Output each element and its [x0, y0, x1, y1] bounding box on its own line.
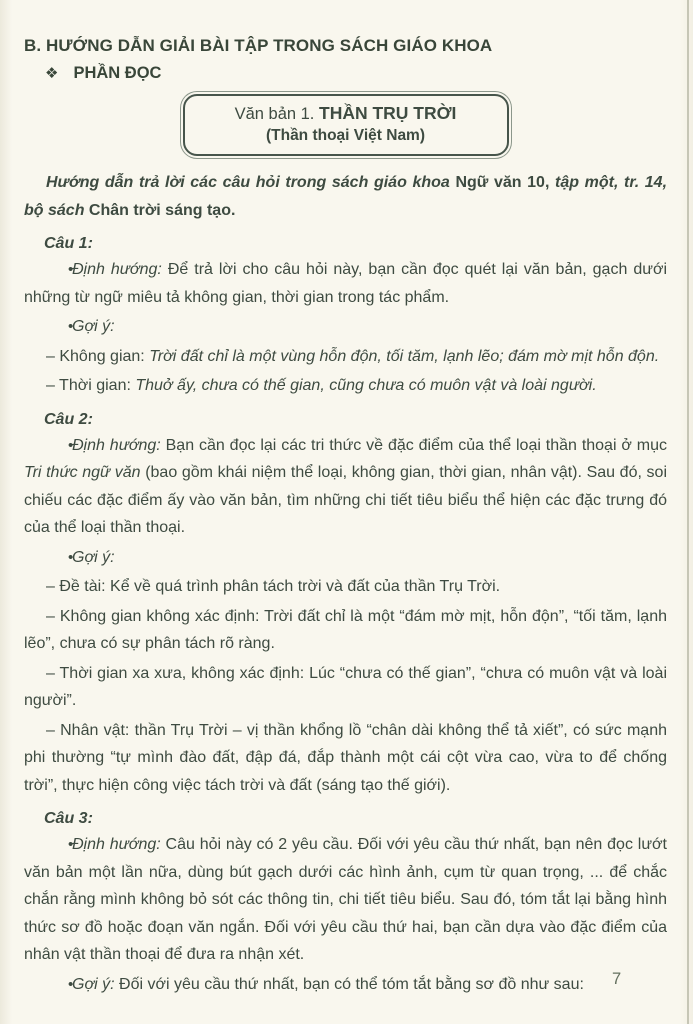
lesson-title: THẦN TRỤ TRỜI [319, 103, 457, 123]
bullet-paragraph: •Định hướng: Để trả lời cho câu hỏi này, bạn cần đọc quét lại văn bản, gạch dưới những từ ngữ miêu tả không gian, thời gian trong tác phẩm. [24, 261, 667, 306]
text-segment: tập một, tr. 14, bộ sách [24, 174, 668, 219]
page-edge-line [687, 0, 689, 1024]
dash-paragraph [24, 573, 667, 601]
text-segment: – Thời gian: [46, 377, 136, 394]
dash-paragraph [24, 717, 667, 800]
title-box-container [24, 94, 667, 156]
text-segment: Trời đất chỉ là một vùng hỗn độn, tối tăm, lạnh lẽo; đám mờ mịt hỗn độn. [149, 347, 660, 365]
dash-paragraph [24, 372, 667, 400]
text-segment: Hướng dẫn trả lời các câu hỏi trong sách giáo khoa [46, 174, 456, 191]
text-segment: – Không gian không xác định: Trời đất chỉ là một “đám mờ mịt, hỗn độn”, “tối tăm, lạnh lẽo”, chưa có sự phân tách rõ ràng. [24, 607, 667, 652]
text-segment: Gợi ý: [72, 548, 115, 566]
text-segment: Đối với yêu cầu thứ nhất, bạn có thể tóm tắt bằng sơ đồ như sau: [114, 975, 584, 993]
subsection-heading [24, 64, 667, 83]
question-label: Câu 3: [44, 810, 93, 827]
text-segment: Định hướng: [72, 261, 162, 278]
questions-container [24, 235, 667, 998]
text-segment: Câu hỏi này có 2 yêu cầu. Đối với yêu cầu thứ nhất, bạn nên đọc lướt văn bản một lần nữa, dùng bút gạch dưới các hình ảnh, cụm từ quan trọng, ... để chắc chắn rằng mình không bỏ sót các thông tin, chi tiết tiêu biểu. Sau đó, tóm tắt lại bằng hình thức sơ đồ hoặc đoạn văn ngắn. Đối với yêu cầu thứ hai, bạn cần dựa vào đặc điểm của nhân vật thần thoại để đưa ra nhận xét. [24, 836, 667, 963]
bullet-paragraph: •Gợi ý: [68, 318, 115, 335]
page-number: 7 [612, 970, 622, 988]
text-segment: – Không gian: [46, 347, 150, 365]
question-label: Câu 1: [44, 235, 93, 252]
text-segment: Bạn cần đọc lại các tri thức về đặc điểm của thể loại thần thoại ở mục [160, 436, 667, 454]
bullet-paragraph: •Định hướng: Bạn cần đọc lại các tri thức về đặc điểm của thể loại thần thoại ở mục Tri thức ngữ văn (bao gồm khái niệm thể loại, không gian, thời gian, nhân vật). Sau đó, soi chiếu các đặc điểm ấy vào văn bản, tìm những chi tiết tiêu biểu thể hiện các đặc trưng đó của thể loại thần thoại. [24, 436, 668, 536]
subsection-label: PHẦN ĐỌC [73, 64, 162, 82]
lesson-title-line [211, 103, 481, 124]
text-segment: – Đề tài: Kể về quá trình phân tách trời và đất của thần Trụ Trời. [46, 578, 501, 595]
intro-paragraph [24, 169, 667, 224]
bullet-paragraph: •Định hướng: Câu hỏi này có 2 yêu cầu. Đối với yêu cầu thứ nhất, bạn nên đọc lướt văn bản một lần nữa, dùng bút gạch dưới các hình ảnh, cụm từ quan trọng, ... để chắc chắn rằng mình không bỏ sót các thông tin, chi tiết tiêu biểu. Sau đó, tóm tắt lại bằng hình thức sơ đồ hoặc đoạn văn ngắn. Đối với yêu cầu thứ hai, bạn cần dựa vào đặc điểm của nhân vật thần thoại để đưa ra nhận xét. [24, 836, 667, 963]
lesson-number: Văn bản 1. [234, 105, 315, 123]
text-segment: Gợi ý: [72, 318, 115, 335]
section-header: B. HƯỚNG DẪN GIẢI BÀI TẬP TRONG SÁCH GIÁO KHOA [24, 36, 493, 55]
text-segment: Ngữ văn 10, [455, 174, 556, 191]
bullet-paragraph: •Gợi ý: Đối với yêu cầu thứ nhất, bạn có thể tóm tắt bằng sơ đồ như sau: [68, 975, 584, 993]
dash-paragraph [24, 603, 667, 658]
text-segment: – Nhân vật: thần Trụ Trời – vị thần khổng lồ “chân dài không thể tả xiết”, có sức mạnh phi thường “tự mình đào đất, đập đá, đắp thành một cái cột vừa cao, vừa to để chống trời”, thực hiện công việc tách trời và đất (sáng tạo thế giới). [24, 721, 667, 794]
lesson-title-box [183, 94, 509, 156]
text-segment: – Thời gian xa xưa, không xác định: Lúc “chưa có thế gian”, “chưa có muôn vật và loài người”. [24, 664, 667, 709]
text-segment: Định hướng: [72, 436, 161, 454]
text-segment: Định hướng: [72, 836, 161, 853]
text-segment: Thuở ấy, chưa có thế gian, cũng chưa có muôn vật và loài người. [135, 377, 597, 394]
text-segment: Gợi ý: [72, 975, 115, 993]
text-segment: Chân trời sáng tạo. [88, 201, 236, 219]
diamond-icon: ❖ [45, 65, 59, 82]
text-segment: (bao gồm khái niệm thể loại, không gian, thời gian, nhân vật). Sau đó, soi chiếu các đặc điểm ấy vào văn bản, tìm những chi tiết tiêu biểu thể hiện các đặc trưng đó của thể loại thần thoại. [24, 464, 668, 536]
lesson-subtitle: (Thần thoại Việt Nam) [265, 127, 426, 144]
bullet-paragraph: •Gợi ý: [68, 548, 115, 566]
text-segment: Tri thức ngữ văn [24, 464, 141, 481]
dash-paragraph [24, 343, 667, 371]
dash-paragraph [24, 660, 667, 715]
text-segment: Để trả lời cho câu hỏi này, bạn cần đọc quét lại văn bản, gạch dưới những từ ngữ miêu tả không gian, thời gian trong tác phẩm. [24, 261, 667, 306]
question-label: Câu 2: [44, 410, 93, 428]
